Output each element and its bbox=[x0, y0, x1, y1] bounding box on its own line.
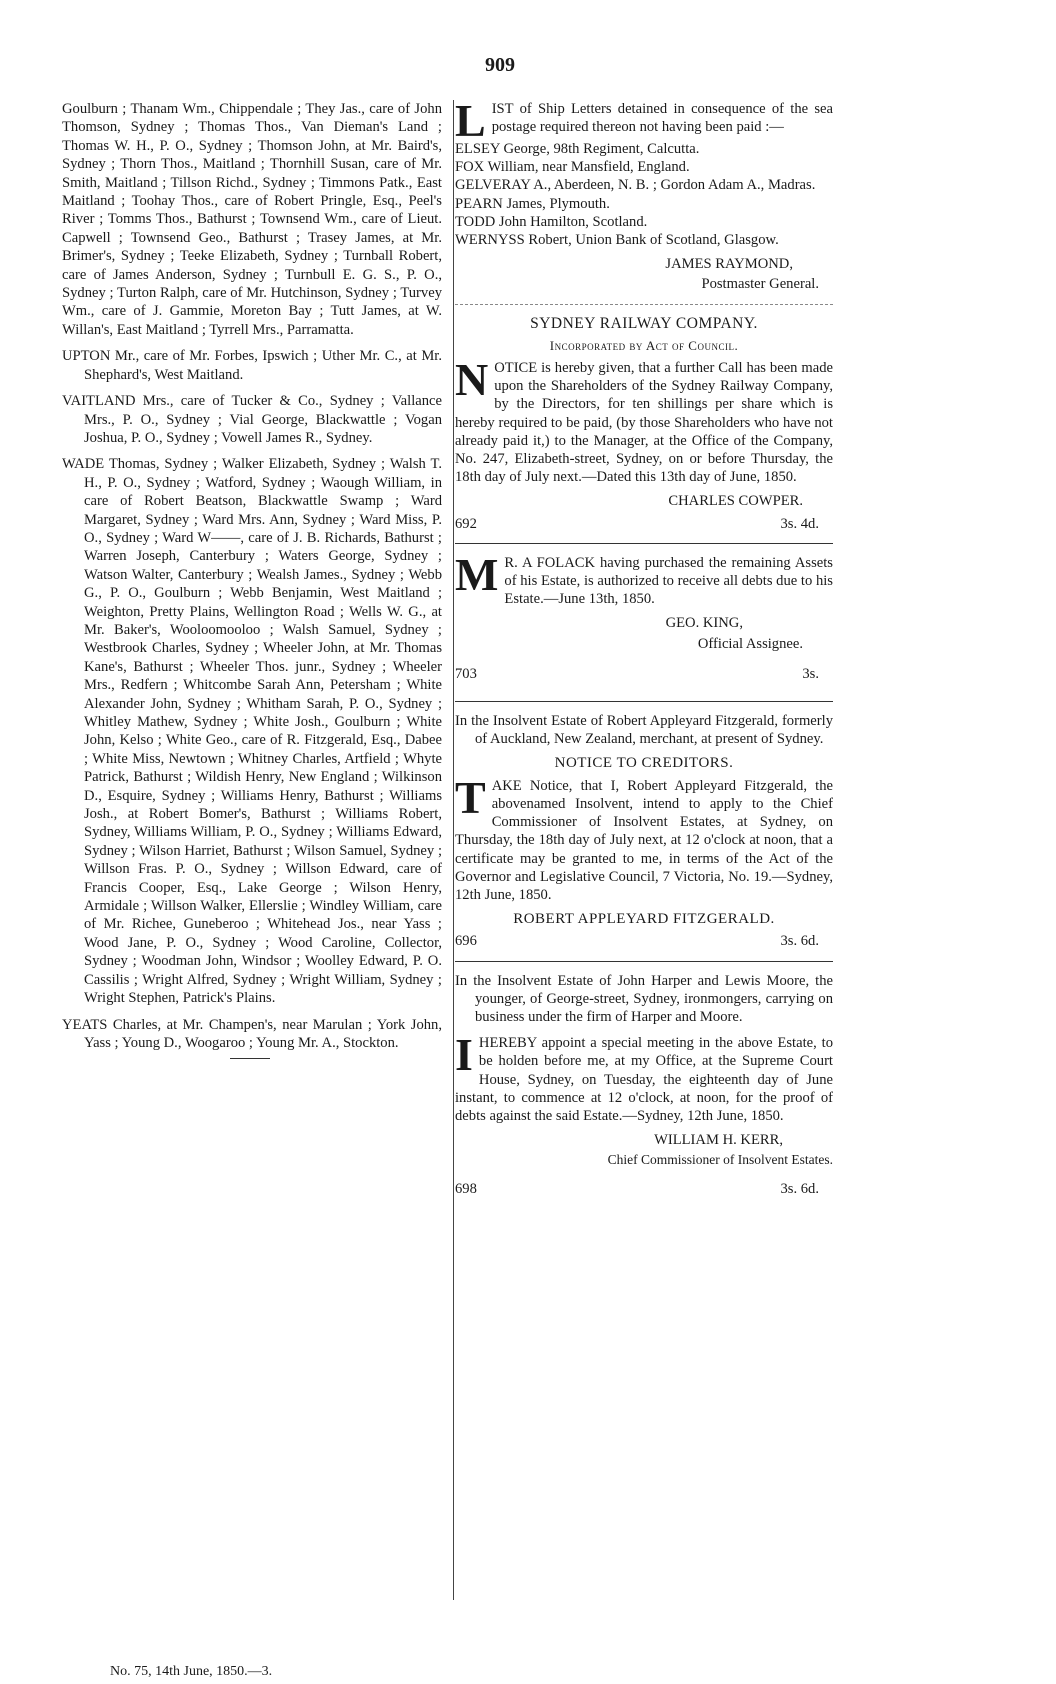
fitzgerald-signatory: ROBERT APPLEYARD FITZGERALD. bbox=[513, 911, 775, 928]
fitzgerald-estate: In the Insolvent Estate of Robert Appleyard Fitzgerald, formerly of Auckland, New Zealand, merchant, at present of Sydney. bbox=[455, 713, 833, 748]
letters-entry-t: Goulburn ; Thanam Wm., Chippendale ; They Jas., care of John Thomson, Sydney ; Thomas Thos., Van Dieman's Land ; Thomas W. H., P. O., Sydney ; Thomson John, at Mr. Baird's, Sydney ; Thorn Thos., Maitland ; Thornhill Susan, care of Mr. Smith, Maitland ; Tillson Richd., Sydney ; Timmons Patk., East Maitland ; Toohay Thos., care of Robert Pringle, Esq., Peel's River ; Tomms Thos., Bathurst ; Townsend Wm., care of Lieut. Capwell ; Townsend Geo., Bathurst ; Trasey James, at Mr. Brimer's, Sydney ; Teeke Elizabeth, Sydney ; Turnball Robert, care of James Anderson, Sydney ; Turnbull E. G. S., P. O., Sydney ; Turton Ralph, care of Mr. Hutchinson, Sydney ; Turvey Wm., care of J. Gammie, Moreton Bay ; Tutt James, at W. Willan's, East Maitland ; Tyrrell Mrs., Parramatta. bbox=[62, 101, 442, 338]
harper-signatory: WILLIAM H. KERR, bbox=[654, 1132, 783, 1149]
ship-letters-intro-text: IST of Ship Letters detained in consequence of the sea postage required thereon not having been paid :— bbox=[491, 101, 833, 136]
railway-body-text: OTICE is hereby given, that a further Call has been made upon the Shareholders of the Sydney Railway Company, by the Directors, for ten shillings per share which is hereby required to be paid, (by those Shareholders who have not already paid it,) to the Manager, at the Office of the Company, No. 247, Elizabeth-street, Sydney, on or before Thursday, the 18th day of July next.—Dated this 13th day of June, 1850. bbox=[455, 360, 833, 486]
folack-signatory-title: Official Assignee. bbox=[697, 635, 803, 652]
folack-ref-line bbox=[455, 665, 819, 683]
letters-entry-u: UPTON Mr., care of Mr. Forbes, Ipswich ; Uther Mr. C., at Mr. Shephard's, West Maitland. bbox=[62, 348, 442, 383]
fitzgerald-fee: 3s. 6d. bbox=[780, 933, 819, 950]
dropcap-i: I bbox=[455, 1029, 473, 1081]
fitzgerald-ref-line bbox=[455, 932, 819, 950]
fitzgerald-heading: NOTICE TO CREDITORS. bbox=[554, 755, 734, 772]
railway-ref-line bbox=[455, 515, 819, 533]
page-number: 909 bbox=[485, 54, 515, 76]
harper-ref-line bbox=[455, 1180, 819, 1198]
fitzgerald-ref: 696 bbox=[455, 933, 477, 950]
railway-signatory: CHARLES COWPER. bbox=[668, 493, 803, 510]
folack-body bbox=[455, 548, 833, 609]
ship-letters-notice bbox=[455, 95, 833, 294]
railway-subheading: Incorporated by Act of Council. bbox=[549, 337, 739, 353]
railway-heading: SYDNEY RAILWAY COMPANY. bbox=[530, 314, 758, 332]
separator bbox=[455, 961, 833, 962]
separator bbox=[455, 701, 833, 702]
signatory-name: JAMES RAYMOND, bbox=[665, 256, 793, 273]
folack-fee: 3s. bbox=[802, 665, 819, 682]
fitzgerald-notice bbox=[455, 712, 833, 950]
railway-notice bbox=[455, 315, 833, 533]
folack-signatory: GEO. KING, bbox=[665, 615, 743, 632]
harper-body bbox=[455, 1029, 833, 1125]
railway-fee: 3s. 4d. bbox=[780, 515, 819, 532]
fitzgerald-body-text: AKE Notice, that I, Robert Appleyard Fitzgerald, the abovenamed Insolvent, intend to apply to the Chief Commissioner of Insolvent Estates, at Sydney, on Thursday, the 18th day of July next, at 12 o'clock at noon, that a certificate may be granted to me, in terms of the Act of the Governor and Legislative Council, 7 Victoria, No. 19.—Sydney, 12th June, 1850. bbox=[455, 777, 833, 903]
letters-entry-y: YEATS Charles, at Mr. Champen's, near Marulan ; York John, Yass ; Young D., Woogaroo ; Young Mr. A., Stockton. bbox=[62, 1016, 442, 1051]
dropcap-t: T bbox=[455, 771, 486, 823]
letters-entry-w: WADE Thomas, Sydney ; Walker Elizabeth, Sydney ; Walsh T. H., P. O., Sydney ; Watford, Sydney ; Waough William, in care of Robert Beatson, Blackwattle Swamp ; Ward Margaret, Sydney ; Ward Mrs. Ann, Sydney ; Ward Miss, P. O., Sydney ; Ward W——, care of J. B. Richards, Bathurst ; Warren Joseph, Canterbury ; Waters George, Sydney ; Watson Walter, Canterbury ; Wealsh James., Sydney ; Webb G., P. O., Goulburn ; Webb Benjamin, West Maitland ; Weighton, Pretty Plains, Wellington Road ; Wells W. G., at Mr. Baker's, Wooloomooloo ; Walsh Samuel, Sydney ; Westbrook Charles, Sydney ; Wheeler John, at Mr. Thomas Kane's, Bathurst ; Wheeler Thos. junr., Sydney ; Wheeler Mrs., Redfern ; Whitcombe Sarah Ann, Petersham ; White Alexander John, Sydney ; Whitham Sarah, P. O., Sydney ; Whitley Mathew, Sydney ; White Josh., Goulburn ; White John, Kelso ; White Geo., care of R. Fitzgerald, Esq., Dabee ; White Miss, Newtown ; Whitney Charles, Artfield ; Whyte Patrick, Bathurst ; Wildish Henry, New England ; Wilkinson D., Esquire, Sydney ; Williams Henry, Bathurst ; Williams Josh., at Robert Bomer's, Bathurst ; Williams Robert, Sydney, Williams William, P. O., Sydney ; Williams Edward, Sydney ; Wilson Harriet, Bathurst ; Wilson Samuel, Sydney ; Willson Fras. P. O., Sydney ; Willson Edward, care of Francis Cooper, Esq., Lake George ; Wilson Henry, Armidale ; Willson Walker, Ellerslie ; Windley William, care of Mr. Richee, Guneberoo ; Whitehead Jos., near Yass ; Wood Jane, P. O., Sydney ; Wood Caroline, Collector, Sydney ; Woodman John, Windsor ; Woolley Edward, P. O. Cassilis ; Wright Alfred, Sydney ; Wright William, Sydney ; Wright Stephen, Patrick's Plains. bbox=[62, 456, 442, 1007]
harper-signatory-title: Chief Commissioner of Insolvent Estates. bbox=[607, 1152, 833, 1168]
harper-ref: 698 bbox=[455, 1180, 477, 1197]
fitzgerald-body bbox=[455, 771, 833, 904]
end-rule bbox=[230, 1058, 270, 1059]
harper-estate: In the Insolvent Estate of John Harper and Lewis Moore, the younger, of George-street, Sydney, ironmongers, carrying on business under the firm of Harper and Moore. bbox=[455, 972, 833, 1025]
unclaimed-letters-column bbox=[62, 100, 442, 1059]
column-divider bbox=[453, 100, 454, 1600]
ship-letter-item: ELSEY George, 98th Regiment, Calcutta. bbox=[455, 141, 700, 157]
separator bbox=[455, 304, 833, 305]
folack-body-text: R. A FOLACK having purchased the remaining Assets of his Estate, is authorized to receive all debts due to his Estate.—June 13th, 1850. bbox=[504, 554, 833, 608]
issue-footer: No. 75, 14th June, 1850.—3. bbox=[110, 1664, 273, 1679]
letters-entry-v: VAITLAND Mrs., care of Tucker & Co., Sydney ; Vallance Mrs., P. O., Sydney ; Vial George, Blackwattle ; Vogan Joshua, P. O., Sydney ; Vowell James R., Sydney. bbox=[62, 393, 442, 446]
separator bbox=[455, 543, 833, 544]
signatory-title: Postmaster General. bbox=[701, 276, 819, 293]
notices-column bbox=[455, 95, 833, 1198]
harper-body-text: HEREBY appoint a special meeting in the above Estate, to be holden before me, at my Office, at the Supreme Court House, Sydney, on Tuesday, the eighteenth day of June instant, to commence at 12 o'clock, at noon, for the proof of debts against the said Estate.—Sydney, 12th June, 1850. bbox=[455, 1035, 833, 1124]
dropcap-n: N bbox=[455, 354, 489, 406]
railway-ref: 692 bbox=[455, 515, 477, 532]
dropcap-l: L bbox=[455, 95, 486, 146]
ship-letter-item: PEARN James, Plymouth. bbox=[455, 195, 610, 212]
ship-letter-item: GELVERAY A., Aberdeen, N. B. ; Gordon Adam A., Madras. bbox=[455, 177, 816, 194]
harper-fee: 3s. 6d. bbox=[780, 1180, 819, 1197]
dropcap-m: M bbox=[455, 548, 499, 600]
folack-notice bbox=[455, 548, 833, 683]
harper-notice bbox=[455, 972, 833, 1198]
ship-letter-item: FOX William, near Mansfield, England. bbox=[455, 159, 690, 176]
railway-body bbox=[455, 354, 833, 486]
ship-letter-item: TODD John Hamilton, Scotland. bbox=[455, 213, 648, 230]
ship-letter-item: WERNYSS Robert, Union Bank of Scotland, Glasgow. bbox=[455, 232, 779, 249]
folack-ref: 703 bbox=[455, 665, 477, 682]
ship-letters-intro bbox=[455, 95, 833, 146]
